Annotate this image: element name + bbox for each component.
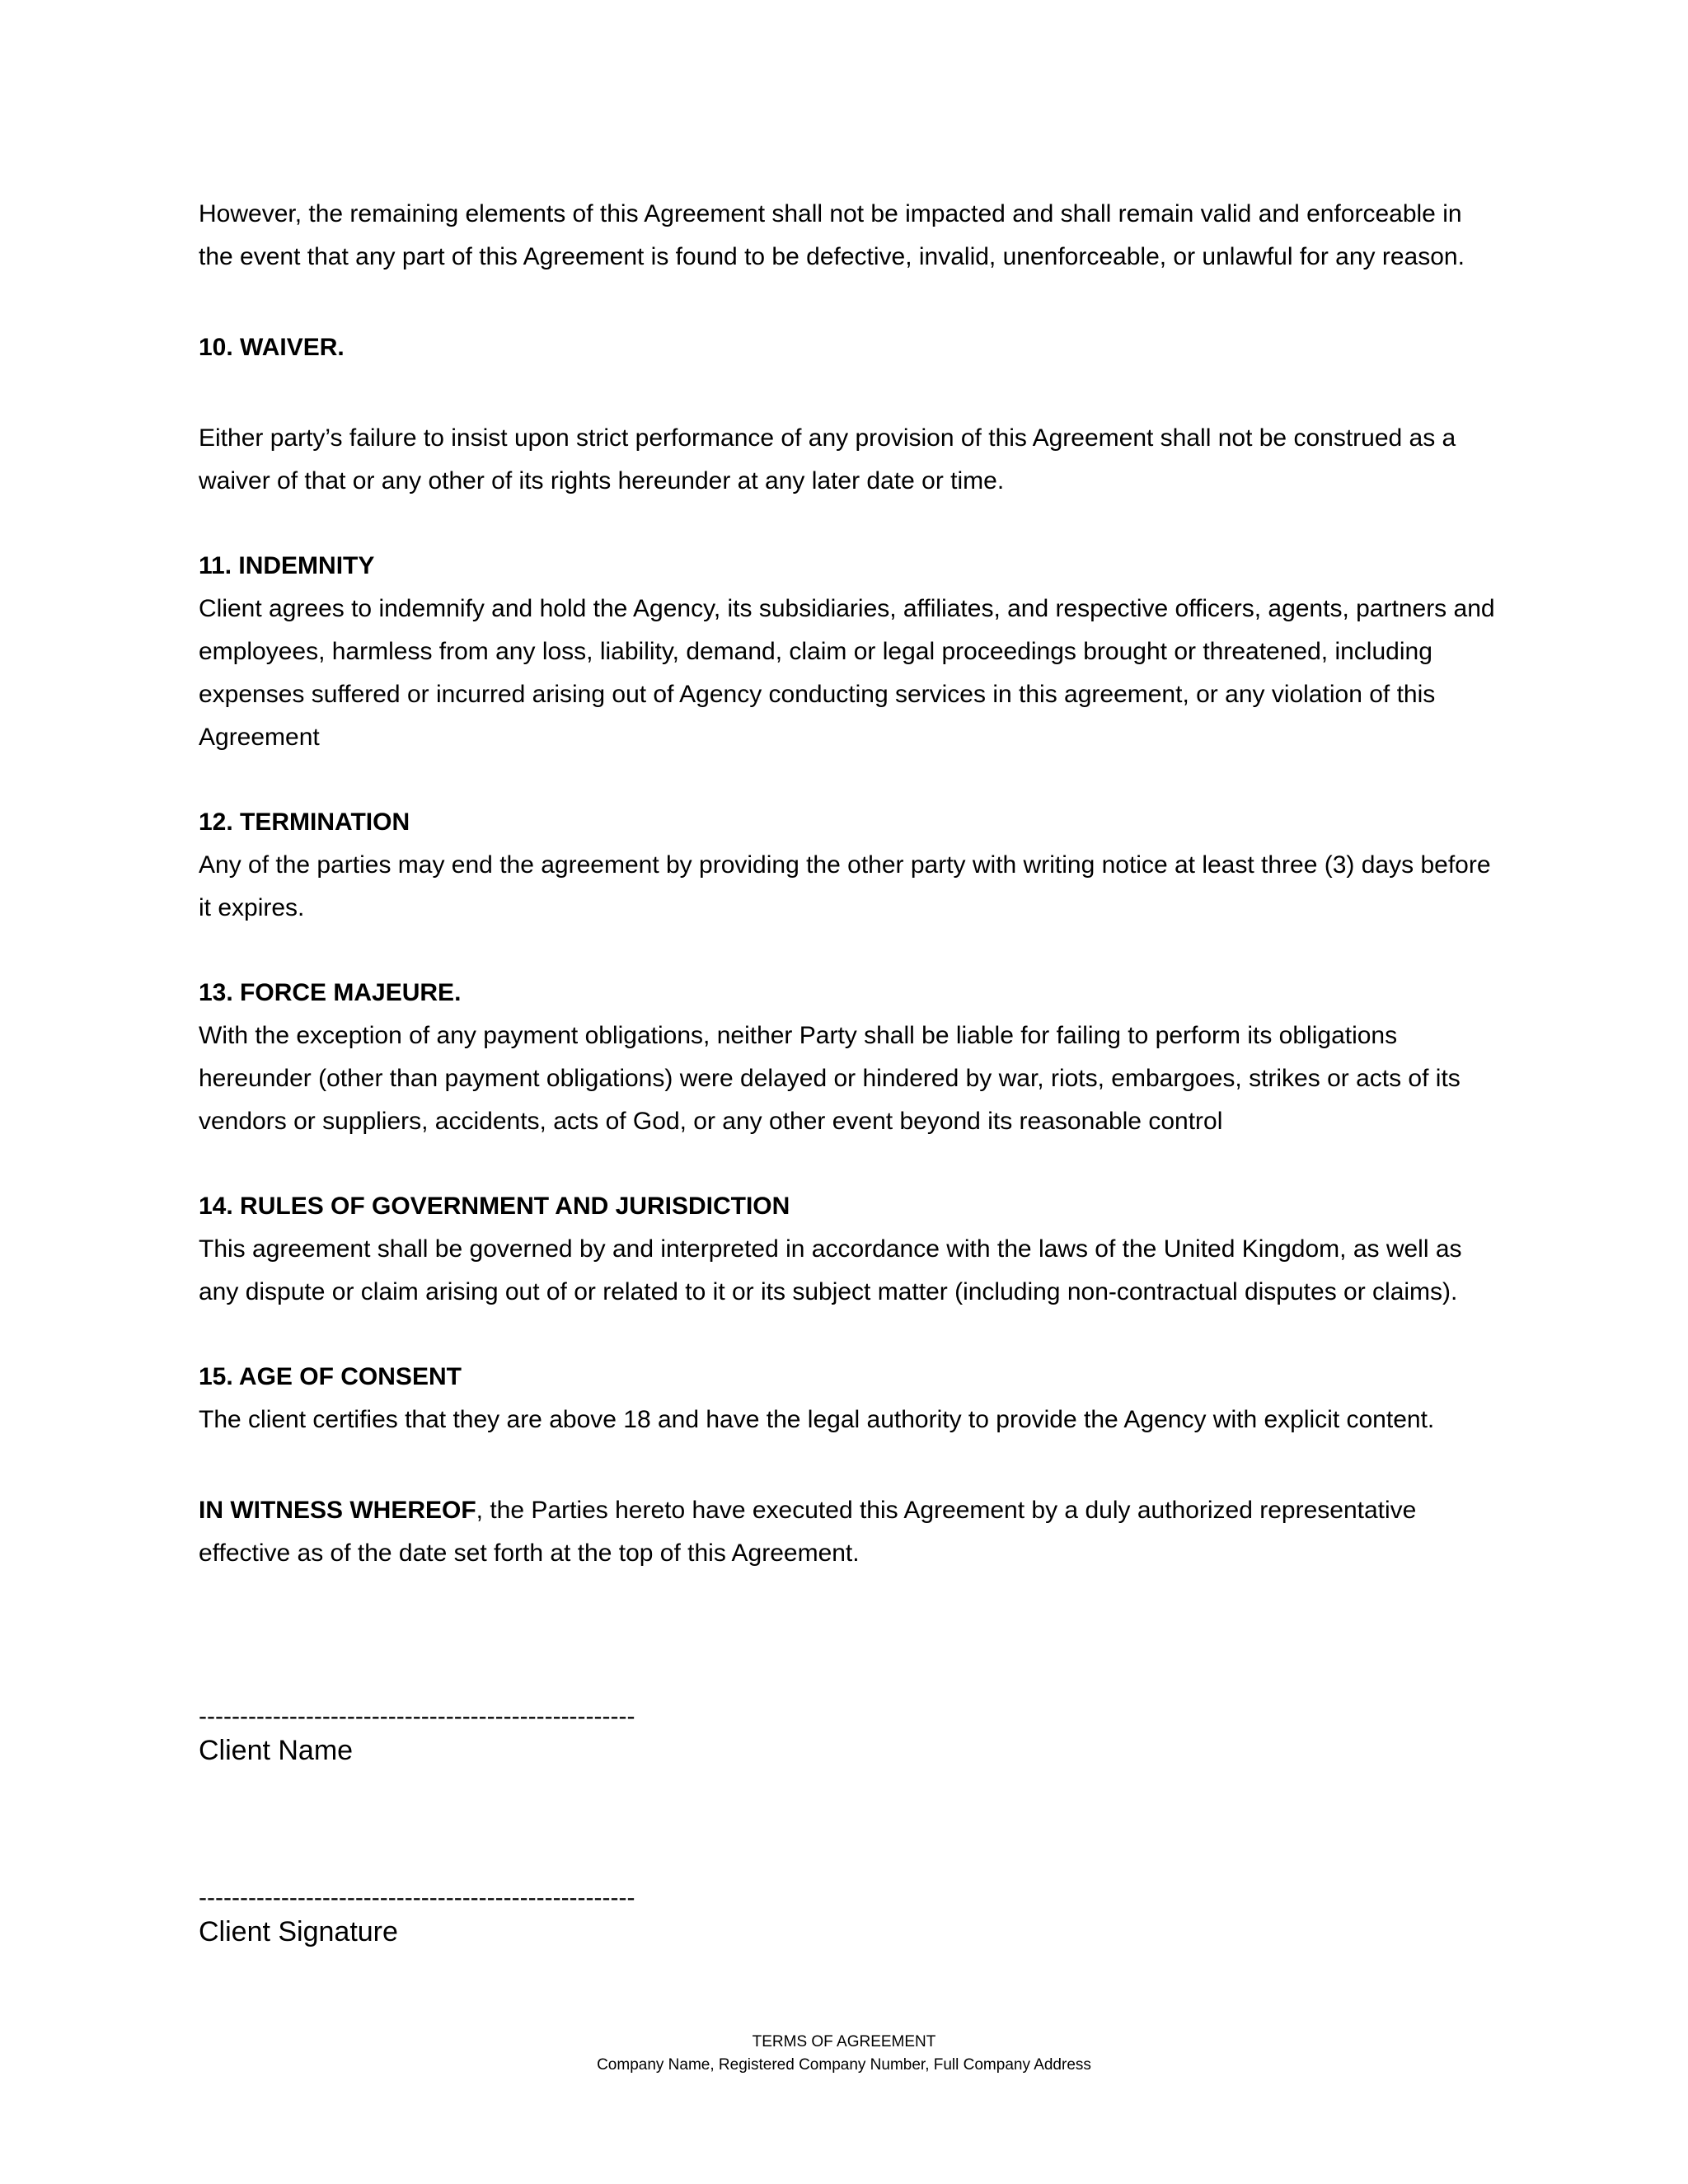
section-heading-termination: 12. TERMINATION [199,808,410,836]
section-heading-force-majeure: 13. FORCE MAJEURE. [199,979,462,1006]
section-body-termination: Any of the parties may end the agreement by providing the other party with writing notice at least three (3) days before it expires. [199,851,1491,921]
section-body-indemnity: Client agrees to indemnify and hold the Agency, its subsidiaries, affiliates, and respective officers, agents, partners and employees, harmless from any loss, liability, demand, claim or legal proceedings brought or threatened, including expenses suffered or incurred arising out of Agency conducting services in this agreement, or any violation of this Agreement [199,595,1495,751]
section-body-force-majeure: With the exception of any payment obligations, neither Party shall be liable for failing to perform its obligations hereunder (other than payment obligations) were delayed or hindered by war, riots, embargoes, strikes or acts of its vendors or suppliers, accidents, acts of God, or any other event beyond its reasonable control [199,1022,1461,1135]
footer-title: TERMS OF AGREEMENT [752,2033,936,2050]
section-body-jurisdiction: This agreement shall be governed by and interpreted in accordance with the laws of the United Kingdom, as well as any dispute or claim arising out of or related to it or its subject matter (including non-contractual disputes or claims). [199,1235,1462,1305]
client-name-label: Client Name [199,1735,354,1766]
footer-company-line: Company Name, Registered Company Number, Full Company Address [597,2056,1091,2074]
section-body-age-of-consent: The client certifies that they are above 18 and have the legal authority to provide the Agency with explicit content. [199,1406,1435,1433]
section-heading-indemnity: 11. INDEMNITY [199,552,375,579]
client-signature-label: Client Signature [199,1916,398,1947]
witness-text: , the Parties hereto have executed this Agreement by a duly authorized representative effective as of the date set forth at the top of this Agreement. [199,1497,1417,1567]
witness-paragraph [199,1489,1501,1575]
witness-bold-lead: IN WITNESS WHEREOF [199,1497,476,1524]
section-heading-jurisdiction: 14. RULES OF GOVERNMENT AND JURISDICTION [199,1193,790,1220]
section-heading-waiver: 10. WAIVER. [199,334,345,361]
section-heading-age-of-consent: 15. AGE OF CONSENT [199,1363,462,1390]
intro-paragraph: However, the remaining elements of this Agreement shall not be impacted and shall remain valid and enforceable in the event that any part of this Agreement is found to be defective, invalid, unenforceable, or unlawful for any reason. [199,200,1465,270]
section-body-waiver: Either party’s failure to insist upon strict performance of any provision of this Agreement shall not be construed as a waiver of that or any other of its rights hereunder at any later date or time. [199,424,1456,494]
page-footer [0,2031,1688,2077]
client-name-signature-block [199,1703,858,1770]
client-signature-line: ----------------------------------------------------- [199,1884,635,1911]
client-signature-block [199,1884,858,1952]
client-name-signature-line: ----------------------------------------------------- [199,1703,635,1730]
document-body [199,193,1501,1575]
